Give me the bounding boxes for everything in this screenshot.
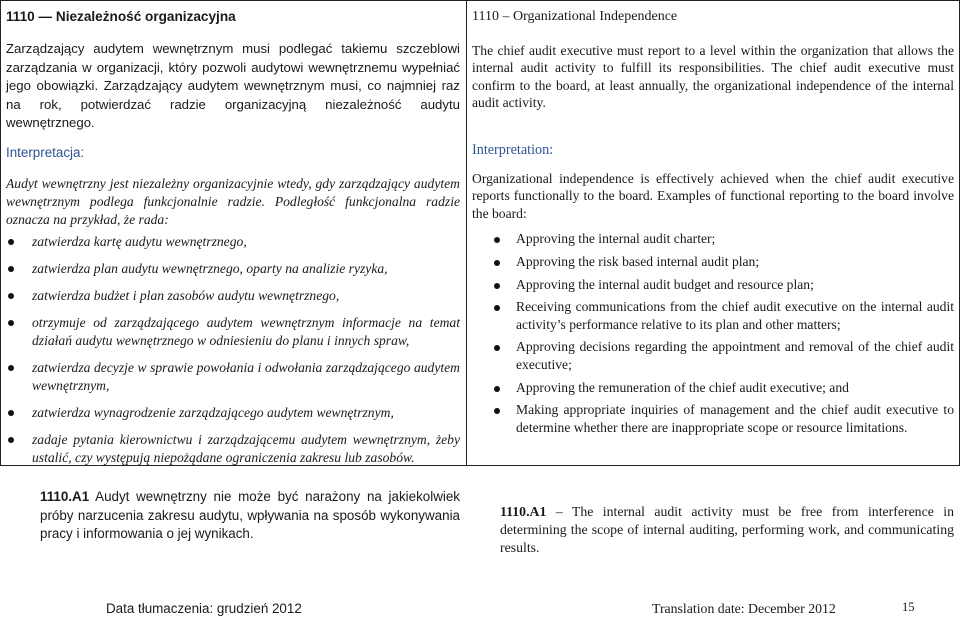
table-left-border: [0, 0, 1, 466]
list-item: otrzymuje od zarządzającego audytem wewnętrznym informacje na temat działań audytu wewnętrznego w odniesieniu do planu i innych spraw,: [6, 314, 460, 350]
polish-standard-text: Zarządzający audytem wewnętrznym musi podlegać takiemu szczeblowi zarządzania w organizacji, który pozwoli audytowi wewnętrznemu wypełniać jego obowiązki. Zarządzający audytem wewnętrznym musi, co najmniej raz na rok, potwierdzać radzie organizacyjną niezależność audytu wewnętrznego.: [6, 41, 460, 131]
list-item: Approving the internal audit charter;: [472, 230, 954, 248]
list-item: Receiving communications from the chief audit executive on the internal audit activity’s performance relative to its plan and other matters;: [472, 298, 954, 333]
column-divider: [466, 0, 467, 466]
polish-section-title: 1110 — Niezależność organizacyjna: [6, 9, 236, 24]
polish-column: [6, 8, 460, 476]
polish-standard-1110-a1: [40, 488, 460, 544]
list-item: Approving the risk based internal audit plan;: [472, 253, 954, 271]
english-standard-1110-a1: [500, 503, 954, 557]
english-interpretation-text: Organizational independence is effectively achieved when the chief audit executive reports functionally to the board. Examples of functional reporting to the board involve the board:: [472, 170, 954, 221]
list-item: zatwierdza budżet i plan zasobów audytu wewnętrznego,: [6, 287, 460, 305]
list-item: Making appropriate inquiries of management and the chief audit executive to determine whether there are inappropriate scope or resource limitations.: [472, 401, 954, 436]
list-item: zadaje pytania kierownictwu i zarządzającemu audytem wewnętrznym, żeby ustalić, czy występują niepożądane ograniczenia zakresu lub zasobów.: [6, 431, 460, 467]
polish-interpretation-text: Audyt wewnętrzny jest niezależny organizacyjnie wtedy, gdy zarządzający audytem wewnętrznym podlega funkcjonalnie radzie. Podległość funkcjonalna radzie oznacza na przykład, że rada:: [6, 175, 460, 227]
page-number: 15: [902, 600, 915, 614]
list-item: zatwierdza plan audytu wewnętrznego, oparty na analizie ryzyka,: [6, 260, 460, 278]
polish-a1-label: 1110.A1: [40, 489, 90, 504]
list-item: zatwierdza wynagrodzenie zarządzającego audytem wewnętrznym,: [6, 404, 460, 422]
list-item: Approving the remuneration of the chief audit executive; and: [472, 379, 954, 397]
english-a1-label: 1110.A1: [500, 504, 547, 519]
list-item: zatwierdza kartę audytu wewnętrznego,: [6, 233, 460, 251]
polish-a1-text: Audyt wewnętrzny nie może być narażony na jakiekolwiek próby narzucenia zakresu audytu, wpływania na sposób wykonywania pracy i informowania o jej wynikach.: [40, 489, 460, 542]
polish-interpretation-label: Interpretacja:: [6, 145, 85, 161]
english-section-title: 1110 – Organizational Independence: [472, 9, 678, 24]
english-column: [472, 8, 954, 441]
english-interpretation-label: Interpretation:: [472, 141, 554, 158]
list-item: Approving the internal audit budget and resource plan;: [472, 276, 954, 294]
table-top-border: [0, 0, 960, 1]
list-item: Approving decisions regarding the appointment and removal of the chief audit executive;: [472, 338, 954, 373]
english-translation-date: Translation date: December 2012: [652, 601, 836, 616]
english-standard-text: The chief audit executive must report to a level within the organization that allows the internal audit activity to fulfill its responsibilities. The chief audit executive must confirm to the board, at least annually, the organizational independence of the internal audit activity.: [472, 42, 954, 111]
list-item: zatwierdza decyzje w sprawie powołania i odwołania zarządzającego audytem wewnętrznym,: [6, 359, 460, 395]
polish-translation-date: Data tłumaczenia: grudzień 2012: [106, 601, 302, 616]
english-a1-text: – The internal audit activity must be free from interference in determining the scope of internal auditing, performing work, and communicating results.: [500, 504, 954, 555]
polish-board-duties-list: [6, 233, 460, 467]
english-board-duties-list: [472, 230, 954, 436]
